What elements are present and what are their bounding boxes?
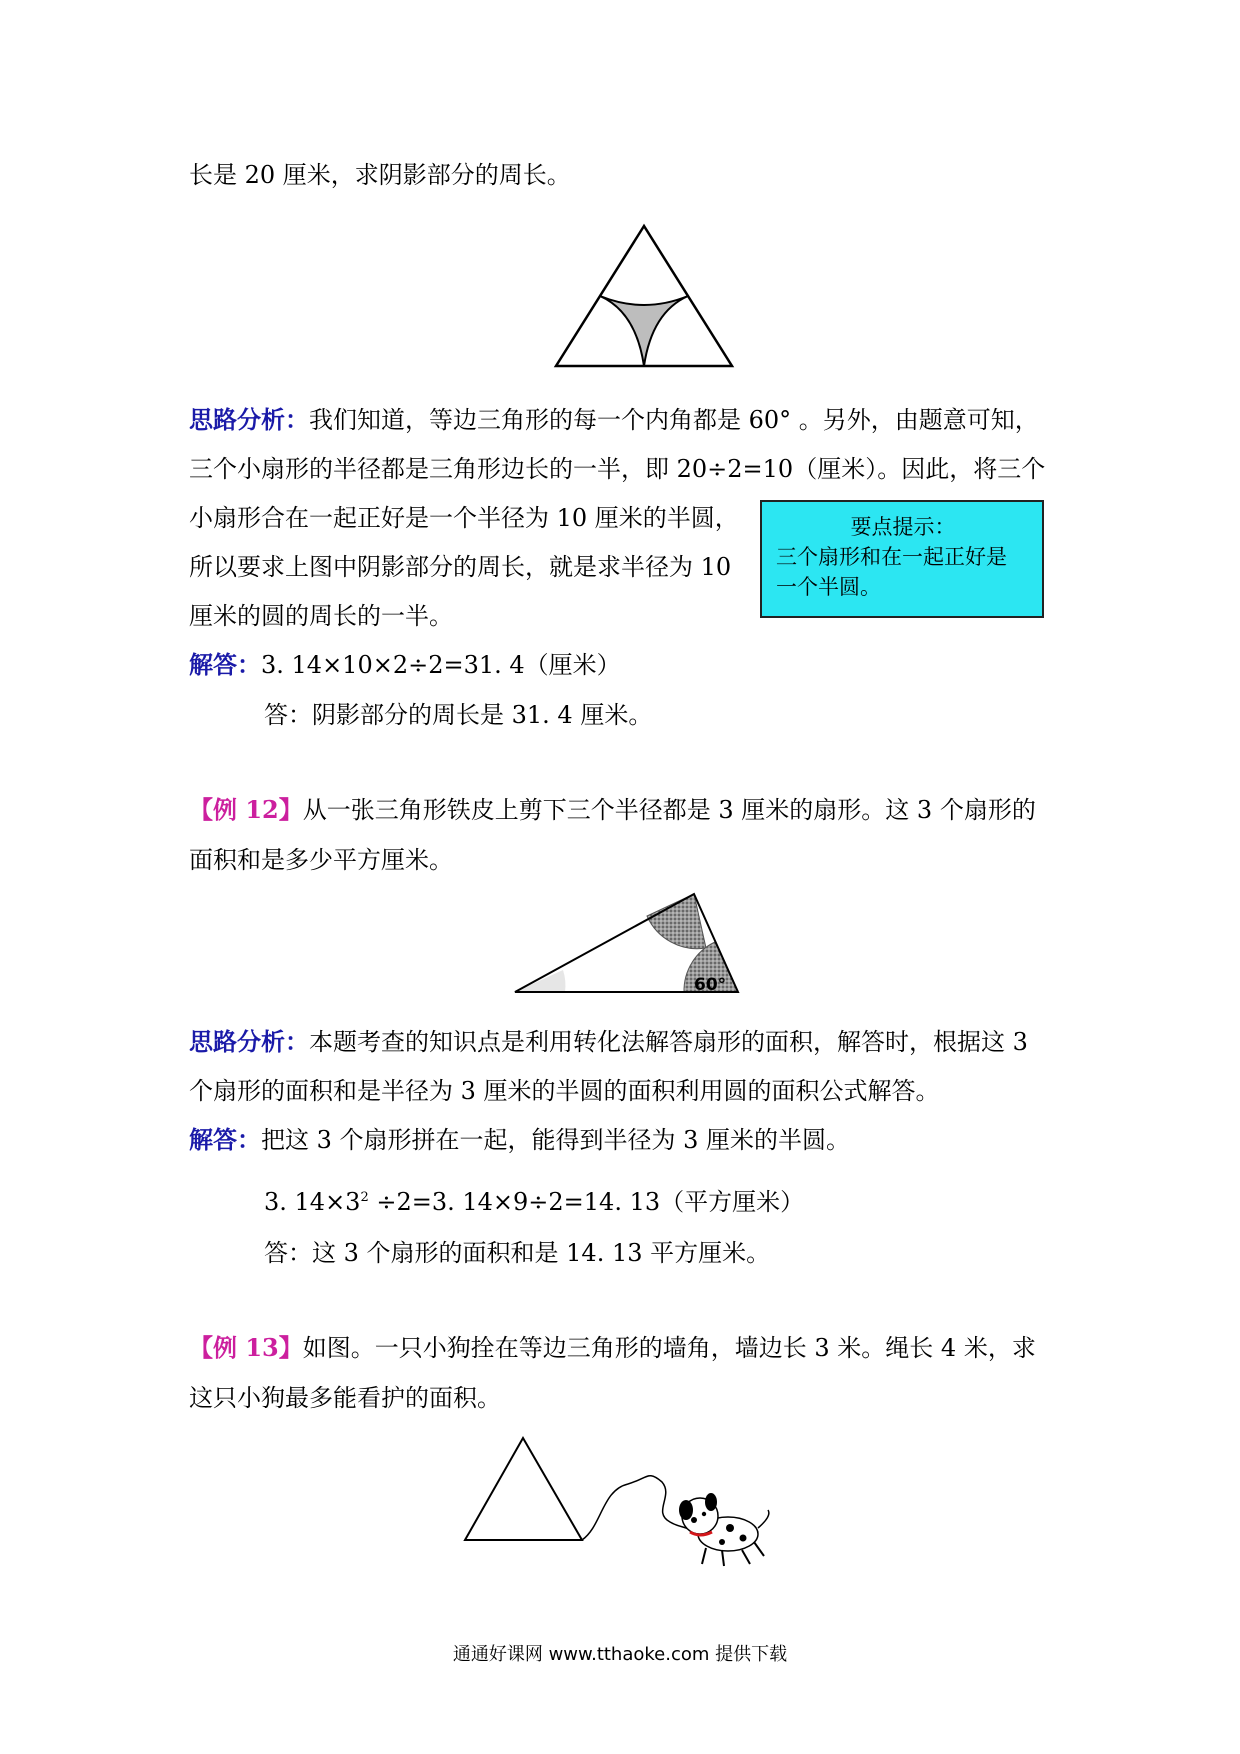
analysis-label: 思路分析： [189,1027,309,1056]
calc-superscript: 2 [360,1190,369,1205]
example-13-tag: 【例 13】 [189,1333,303,1362]
ex12-question-l1 [189,795,1036,825]
top-line: 长是 20 厘米，求阴影部分的周长。 [189,161,571,189]
answer-text: 把这 3 个扇形拼在一起，能得到半径为 3 厘米的半圆。 [261,1126,851,1154]
tip-title: 要点提示： [850,515,956,539]
ex12-answer-l3: 答：这 3 个扇形的面积和是 14. 13 平方厘米。 [264,1239,771,1267]
tip-line-2: 一个半圆。 [776,575,881,599]
ex12-answer-l1 [189,1125,850,1155]
ex11-analysis-l5: 厘米的圆的周长的一半。 [189,602,453,630]
ex11-analysis-l1 [189,405,1039,435]
ex11-analysis-l2: 三个小扇形的半径都是三角形边长的一半，即 20÷2=10（厘米）。因此，将三个 [189,455,1046,483]
ex11-answer-l1 [189,650,621,680]
ex11-answer-l2: 答：阴影部分的周长是 31. 4 厘米。 [264,701,653,729]
ex13-question-l1 [189,1333,1036,1363]
answer-label: 解答： [189,650,261,679]
answer-label: 解答： [189,1125,261,1154]
analysis-text: 我们知道，等边三角形的每一个内角都是 60° 。另外，由题意可知， [309,406,1039,434]
example-12-tag: 【例 12】 [189,795,303,824]
ex12-question-l2: 面积和是多少平方厘米。 [189,846,453,874]
dog-icon [679,1493,769,1566]
ex13-question-l2: 这只小狗最多能看护的面积。 [189,1384,501,1412]
tip-line-1: 三个扇形和在一起正好是 [776,545,1007,569]
ex12-analysis-l1 [189,1027,1028,1057]
footer-credit: 通通好课网 www.tthaoke.com 提供下载 [452,1644,788,1665]
angle-60-label: 60° [694,975,727,995]
calc-part-a: 3. 14×3 [264,1188,361,1216]
tip-box [760,500,1044,618]
ex12-calc [264,1183,804,1217]
question-text: 从一张三角形铁皮上剪下三个半径都是 3 厘米的扇形。这 3 个扇形的 [302,796,1036,824]
ex12-analysis-l2: 个扇形的面积和是半径为 3 厘米的半圆的面积利用圆的面积公式解答。 [189,1077,940,1105]
ex11-analysis-l3: 小扇形合在一起正好是一个半径为 10 厘米的半圆， [189,504,739,532]
triangle-sectors-figure [510,890,750,1002]
triangle-shaded-figure [540,220,750,370]
ex11-analysis-l4: 所以要求上图中阴影部分的周长，就是求半径为 10 [189,553,732,581]
triangle-dog-figure [460,1430,790,1580]
calc-part-b: ÷2=3. 14×9÷2=14. 13（平方厘米） [368,1188,805,1216]
analysis-text: 本题考查的知识点是利用转化法解答扇形的面积，解答时，根据这 3 [309,1028,1028,1056]
analysis-label: 思路分析： [189,405,309,434]
question-text: 如图。一只小狗拴在等边三角形的墙角，墙边长 3 米。绳长 4 米，求 [302,1334,1036,1362]
answer-text: 3. 14×10×2÷2=31. 4（厘米） [261,651,621,679]
